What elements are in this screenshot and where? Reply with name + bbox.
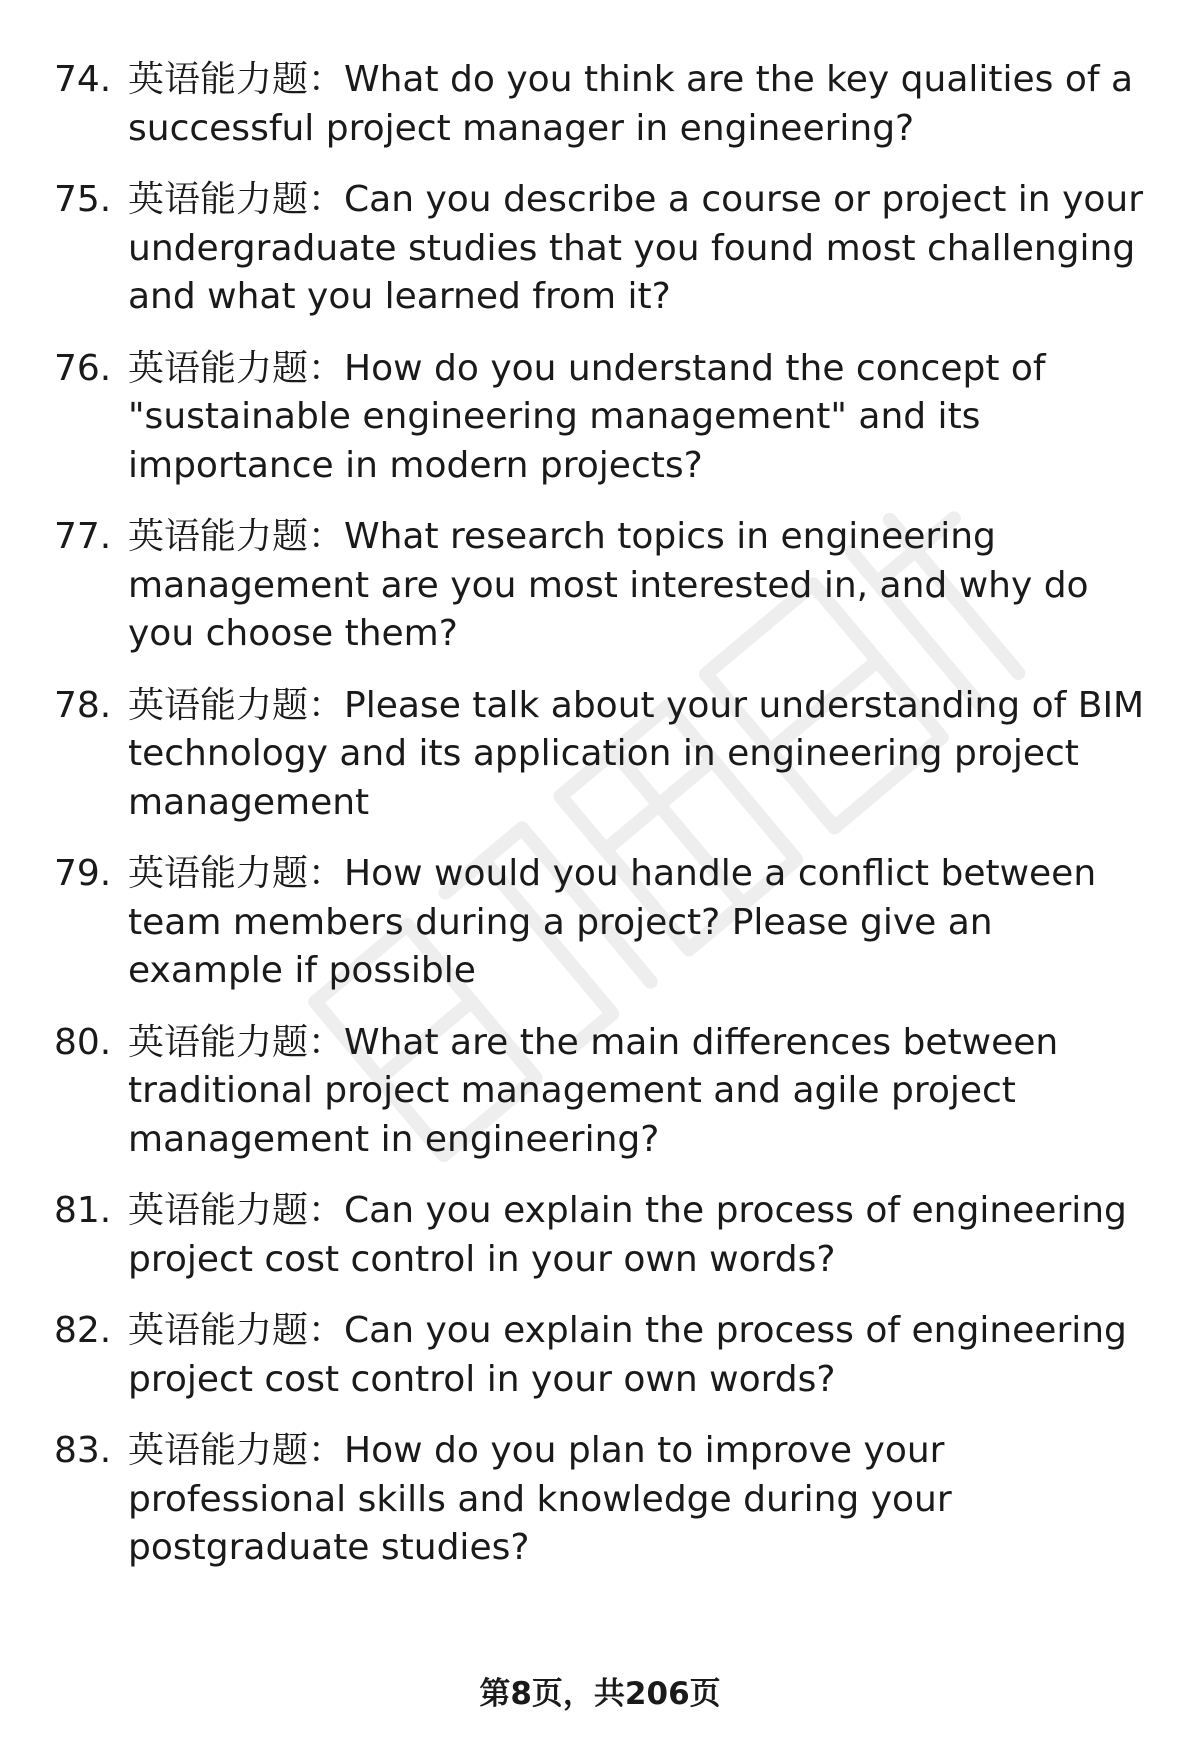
question-text [128, 1307, 1148, 1404]
question-text [128, 1019, 1148, 1165]
question-body: What are the main differences between traditional project management and agile project management in engineering? [128, 1021, 1059, 1160]
list-item [0, 1187, 1200, 1284]
question-text [128, 850, 1148, 996]
question-text [128, 1187, 1148, 1284]
question-text [128, 682, 1148, 828]
question-tag: 英语能力题： [128, 59, 345, 100]
question-number: 78. [54, 684, 112, 726]
question-tag: 英语能力题： [128, 347, 345, 389]
question-text [128, 176, 1148, 322]
question-body: Please talk about your understanding of BIM technology and its application in engineering project management [128, 684, 1145, 823]
question-text [128, 56, 1148, 153]
list-item [0, 513, 1200, 659]
question-list [0, 56, 1200, 1596]
question-number: 74. [54, 59, 112, 100]
question-tag: 英语能力题： [128, 853, 345, 894]
question-tag: 英语能力题： [128, 1190, 345, 1231]
question-body: Can you explain the process of engineering project cost control in your own words? [128, 1190, 1127, 1280]
question-body: What do you think are the key qualities of a successful project manager in engineering? [128, 59, 1134, 149]
list-item [0, 176, 1200, 322]
question-body: How do you plan to improve your professional skills and knowledge during your postgraduate studies? [128, 1430, 952, 1568]
question-body: Can you explain the process of engineering project cost control in your own words? [128, 1310, 1127, 1400]
question-number: 77. [54, 516, 112, 557]
question-number: 83. [54, 1430, 112, 1471]
question-number: 79. [54, 853, 112, 894]
question-tag: 英语能力题： [128, 1430, 345, 1471]
question-tag: 英语能力题： [128, 684, 345, 726]
question-text [128, 1427, 1148, 1573]
question-tag: 英语能力题： [128, 1310, 345, 1351]
list-item [0, 1019, 1200, 1165]
question-tag: 英语能力题： [128, 516, 345, 557]
list-item [0, 345, 1200, 491]
question-body: What research topics in engineering management are you most interested in, and why do you choose them? [128, 516, 1089, 654]
question-body: Can you describe a course or project in your undergraduate studies that you found most challenging and what you learned from it? [128, 179, 1144, 317]
question-number: 81. [54, 1190, 112, 1231]
list-item [0, 850, 1200, 996]
question-body: How do you understand the concept of "sustainable engineering management" and its importance in modern projects? [128, 347, 1046, 486]
question-number: 80. [54, 1021, 112, 1063]
list-item [0, 1427, 1200, 1573]
question-body: How would you handle a conflict between team members during a project? Please give an example if possible [128, 853, 1097, 991]
question-number: 75. [54, 179, 112, 220]
page-footer: 第8页，共206页 [479, 1676, 721, 1712]
list-item [0, 682, 1200, 828]
question-number: 82. [54, 1310, 112, 1351]
list-item [0, 1307, 1200, 1404]
question-number: 76. [54, 347, 112, 389]
list-item [0, 56, 1200, 153]
question-text [128, 345, 1148, 491]
question-tag: 英语能力题： [128, 179, 345, 220]
question-tag: 英语能力题： [128, 1021, 345, 1063]
question-text [128, 513, 1148, 659]
